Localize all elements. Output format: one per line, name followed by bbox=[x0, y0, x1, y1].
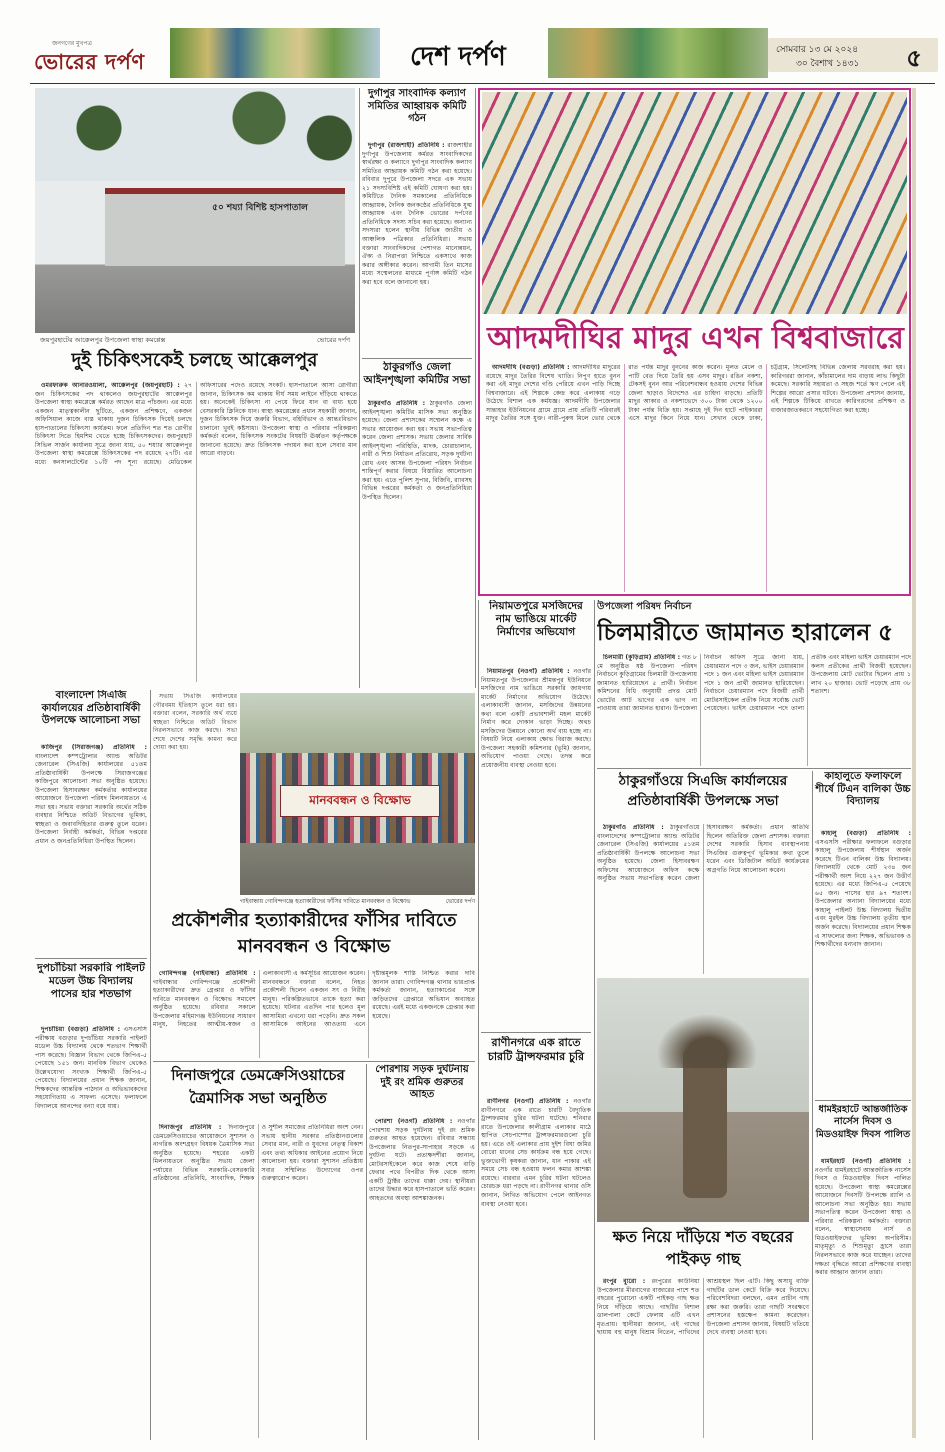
chilmari-headline: চিলমারীতে জামানত হারালেন ৫ bbox=[597, 620, 894, 646]
dinajpur-dateline: দিনাজপুর প্রতিনিধি : bbox=[159, 1124, 222, 1131]
tree-branches bbox=[637, 998, 777, 1068]
mat-headline: আদমদীঘির মাদুর এখন বিশ্ববাজারে bbox=[487, 321, 904, 356]
masthead-photo-strip-right bbox=[548, 28, 768, 78]
dhamoirhat-dateline: ধামইরহাট (নওগাঁ) প্রতিনিধি : bbox=[821, 1158, 911, 1165]
kahalu-body-text: এসএসসি পরীক্ষার ফলাফলে বগুড়ার কাহালু উপজেলায় শীর্ষস্থান অর্জন করেছে টিএন বালিকা উচ্চ বিদ্যালয়। বিদ্যালয়টি থেকে মোট ২৩৪ জন পরীক্ষার্থী অংশ নিয়ে ২২৭ জন উত্তীর্ণ হয়েছে। এর মধ্যে জিপিএ-৫ পেয়েছে ৬৫ জন। পাসের হার ৯৭ শতাংশ। উপজেলার অন্যান্য বিদ্যালয়ের মধ্যে কাহালু পাইলট উচ্চ বিদ্যালয় দ্বিতীয় এবং মুরইল উচ্চ বিদ্যালয় তৃতীয় স্থান অর্জন করেছে। বিদ্যালয়ের প্রধান শিক্ষক এ সাফল্যের জন্য শিক্ষক, অভিভাবক ও শিক্ষার্থীদের ধন্যবাদ জানান। bbox=[815, 838, 911, 949]
rally-body bbox=[153, 970, 475, 1058]
mat-body bbox=[486, 364, 905, 592]
tree-body-text: রংপুরের কাউনিয়া উপজেলার মীরবাগের বাজারের পাশে শত বছরের পুরোনো একটি পাইকড় গাছ ক্ষত নিয়ে দাঁড়িয়ে আছে। গাছটির বিশাল ডালপালা কেটে ফেলায় এটি এখন মৃতপ্রায়। স্থানীয়রা জানান, এই গাছের ছায়ায় বহু মানুষ বিশ্রাম নিতেন, পাখিদের আশ্রয়স্থল ছিল এটি। কিছু অসাধু ব্যক্তি গাছটির ডাল কেটে বিক্রি করে দিয়েছে। পরিবেশবিদরা বলছেন, এমন প্রাচীন গাছ রক্ষা করা জরুরি। তারা গাছটি সংরক্ষণে প্রশাসনের হস্তক্ষেপ কামনা করেছেন। উপজেলা প্রশাসন জানায়, বিষয়টি খতিয়ে দেখে ব্যবস্থা নেওয়া হবে। bbox=[597, 1278, 809, 1337]
hospital-photo-credit: ভোরের দর্পণ bbox=[317, 336, 350, 344]
rally-banner bbox=[280, 785, 440, 817]
tree-photo bbox=[597, 978, 809, 1222]
thakurgaon-law-headline: ঠাকুরগাঁও জেলা আইনশৃঙ্খলা কমিটির সভা bbox=[363, 361, 471, 387]
tree-body bbox=[597, 1278, 809, 1438]
mat-dateline: আদমদীঘি (বগুড়া) প্রতিনিধি : bbox=[492, 364, 570, 371]
thakurgaon-law-body bbox=[362, 400, 472, 688]
mat-body-text: আদমদীঘির মাদুরের রয়েছে মাদুর তৈরির বিশেষ খ্যাতি। নিপুণ হাতে বুনন করা এই মাদুর দেশের গণ্ডি পেরিয়ে এখন পাড়ি দিচ্ছে বিশ্ববাজারে। এই শিল্পকে কেন্দ্র করে এলাকায় গড়ে উঠেছে বিশাল এক কর্মযজ্ঞ। আদমদীঘি উপজেলার সান্তাহার ইউনিয়নের গ্রামে গ্রামে প্রায় প্রতিটি পরিবারই মাদুর তৈরির সঙ্গে যুক্ত। নারী-পুরুষ মিলে ভোর থেকে রাত পর্যন্ত মাদুর বুননের কাজ করেন। মূলত মেলে ও পাটি বেত দিয়ে তৈরি হয় এসব মাদুর। রঙিন নকশা, টেকসই বুনন আর পরিবেশবান্ধব হওয়ায় দেশের বিভিন্ন জেলা ছাড়াও বিদেশেও এর চাহিদা বাড়ছে। প্রতিটি মাদুর আকার ও নকশাভেদে ৩০০ টাকা থেকে ১২০০ টাকা পর্যন্ত বিক্রি হয়। সপ্তাহে দুই দিন হাটে পাইকাররা এসে মাদুর কিনে নিয়ে যান। সেখান থেকে ঢাকা, চট্টগ্রাম, সিলেটসহ বিভিন্ন জেলায় সরবরাহ করা হয়। কারিগররা জানান, কাঁচামালের দাম বাড়ায় লাভ কিছুটা কমেছে। সরকারি সহায়তা ও সহজ শর্তে ঋণ পেলে এই শিল্পের আরো প্রসার ঘটবে। উপজেলা প্রশাসন জানায়, এই শিল্পকে টিকিয়ে রাখতে কারিগরদের প্রশিক্ষণ ও বাজারজাতকরণে সহযোগিতা করা হচ্ছে। bbox=[486, 364, 905, 423]
date-line-1: সোমবার ১৩ মে ২০২৪ bbox=[776, 45, 859, 54]
hospital-headline: দুই চিকিৎসকেই চলছে আক্কেলপুর bbox=[71, 350, 318, 371]
srdi-continued: সভায় সিএজি কার্যালয়ের গৌরবময় ইতিহাস তুলে ধরা হয়। বক্তারা বলেন, সরকারি অর্থ ব্যয়ে স্বচ্ছতা নিশ্চিতে অডিট বিভাগ নিরলসভাবে কাজ করছে। সভা শেষে দেশের সমৃদ্ধি কামনা করে দোয়া করা হয়। bbox=[153, 693, 237, 752]
durgapur-headline: দুর্গাপুর সাংবাদিক কল্যাণ সমিতির আহ্বায়ক কমিটি গঠন bbox=[367, 88, 467, 124]
masthead-date-box bbox=[768, 38, 938, 72]
chilmari-dateline: চিলমারী (কুড়িগ্রাম) প্রতিনিধি : bbox=[603, 654, 681, 661]
mosque-body-text: নওগাঁর নিয়ামতপুর উপজেলার শ্রীমন্তপুর ইউনিয়নে মসজিদের নাম ভাঙিয়ে সরকারি জায়গায় মার্কেট নির্মাণের অভিযোগ উঠেছে। এলাকাবাসী জানান, মসজিদের উন্নয়নের কথা বলে একটি প্রভাবশালী মহল মার্কেট নির্মাণ করে দোকান ভাড়া দিচ্ছে। অথচ মসজিদের উন্নয়নে কোনো অর্থ ব্যয় হচ্ছে না। বিষয়টি নিয়ে এলাকায় ক্ষোভ বিরাজ করছে। উপজেলা সহকারী কমিশনার (ভূমি) জানান, অভিযোগ পাওয়া গেছে। তদন্ত করে প্রয়োজনীয় ব্যবস্থা নেওয়া হবে। bbox=[481, 668, 591, 770]
durgapur-body bbox=[362, 142, 472, 356]
dupchanchia-body-text: এসএসসি পরীক্ষায় বগুড়ার দুপচাঁচিয়া সরকারি পাইলট মডেল উচ্চ বিদ্যালয় থেকে শতভাগ শিক্ষার্থী পাস করেছে। বিজ্ঞান বিভাগ থেকে জিপিএ-৫ পেয়েছে ১৫১ জন। মানবিক বিভাগ থেকেও উল্লেখযোগ্য সংখ্যক শিক্ষার্থী জিপিএ-৫ পেয়েছে। বিদ্যালয়ের প্রধান শিক্ষক জানান, শিক্ষকদের আন্তরিক পাঠদান ও অভিভাবকদের সহযোগিতায় এ সাফল্য এসেছে। ফলাফলে বিদ্যালয়ে আনন্দের বন্যা বয়ে যায়। bbox=[35, 1026, 147, 1110]
chilmari-body bbox=[597, 654, 911, 766]
date-line-2: ৩০ বৈশাখ ১৪৩১ bbox=[796, 59, 860, 68]
rally-headline: প্রকৌশলীর হত্যাকারীদের ফাঁসির দাবিতে মানববন্ধন ও বিক্ষোভ bbox=[171, 910, 457, 958]
srdi-body bbox=[35, 744, 147, 956]
dhamoirhat-body bbox=[815, 1158, 911, 1438]
dinajpur-headline: দিনাজপুরে ডেমক্রেসিওয়াচের ত্রৈমাসিক সভা অনুষ্ঠিত bbox=[171, 1066, 345, 1107]
rally-body-text: গাইবান্ধার গোবিন্দগঞ্জে প্রকৌশলী হত্যাকারীদের দ্রুত গ্রেপ্তার ও ফাঁসির দাবিতে মানববন্ধন ও বিক্ষোভ সমাবেশ অনুষ্ঠিত হয়েছে। রবিবার সকালে উপজেলার মহিমাগঞ্জ ইউনিয়নের সাধারণ মানুষ, নিহতের আত্মীয়-স্বজন ও এলাকাবাসী এ কর্মসূচির আয়োজন করেন। মানববন্ধনে বক্তারা বলেন, নিহত প্রকৌশলী ছিলেন একজন সৎ ও নিরীহ মানুষ। পরিকল্পিতভাবে তাকে হত্যা করা হয়েছে। ঘটনার এতদিন পার হলেও মূল আসামিরা এখনো ধরা পড়েনি। দ্রুত সকল আসামিকে আইনের আওতায় এনে দৃষ্টান্তমূলক শাস্তি নিশ্চিত করার দাবি জানান তারা। গোবিন্দগঞ্জ থানার ভারপ্রাপ্ত কর্মকর্তা জানান, হত্যাকাণ্ডের সঙ্গে জড়িতদের গ্রেপ্তারে অভিযান অব্যাহত রয়েছে। এরই মধ্যে একজনকে গ্রেপ্তার করা হয়েছে। bbox=[153, 970, 475, 1029]
page-edge-tab bbox=[912, 88, 916, 1438]
col-rule-7 bbox=[812, 771, 813, 1440]
chilmari-kicker: উপজেলা পরিষদ নির্বাচন bbox=[597, 601, 692, 612]
thakurgaon-law-body-text: ঠাকুরগাঁও জেলা আইনশৃঙ্খলা কমিটির মাসিক সভা অনুষ্ঠিত হয়েছে। জেলা প্রশাসকের সম্মেলন কক্ষে এ সভার আয়োজন করা হয়। সভায় সভাপতিত্ব করেন জেলা প্রশাসক। সভায় জেলার সার্বিক আইনশৃঙ্খলা পরিস্থিতি, মাদক, চোরাচালান, নারী ও শিশু নির্যাতন প্রতিরোধ, সড়ক দুর্ঘটনা রোধ এবং আসন্ন উপজেলা পরিষদ নির্বাচন শান্তিপূর্ণ করার বিষয়ে বিস্তারিত আলোচনা করা হয়। এতে পুলিশ সুপার, বিজিবি, র‍্যাবসহ বিভিন্ন দপ্তরের কর্মকর্তা ও জনপ্রতিনিধিরা উপস্থিত ছিলেন। bbox=[362, 400, 472, 502]
masthead-photo-strip bbox=[170, 28, 380, 78]
srdi-headline: বাংলাদেশ সিএজি কার্যালয়ের প্রতিষ্ঠাবার্ষিকী উপলক্ষে আলোচনা সভা bbox=[41, 690, 141, 726]
dinajpur-body bbox=[153, 1124, 363, 1438]
kahalu-rule bbox=[815, 1100, 911, 1101]
col-rule-2 bbox=[475, 88, 476, 688]
chilmari-body-text: গত ৮ মে অনুষ্ঠিত ষষ্ঠ উপজেলা পরিষদ নির্বাচনে কুড়িগ্রামের চিলমারী উপজেলায় জামানত হারিয়েছেন ৫ প্রার্থী। নির্বাচন কমিশনের বিধি অনুযায়ী প্রদত্ত মোট ভোটের আট ভাগের এক ভাগ না পাওয়ায় তারা জামানত হারান। উপজেলা নির্বাচন অফিস সূত্রে জানা যায়, চেয়ারম্যান পদে ৩ জন, ভাইস চেয়ারম্যান পদে ১ জন এবং মহিলা ভাইস চেয়ারম্যান পদে ১ জন প্রার্থী জামানত হারিয়েছেন। নির্বাচনে চেয়ারম্যান পদে বিজয়ী প্রার্থী মোটরসাইকেল প্রতীক নিয়ে সর্বোচ্চ ভোট পেয়েছেন। ভাইস চেয়ারম্যান পদে তালা প্রতীক এবং মহিলা ভাইস চেয়ারম্যান পদে কলস প্রতীকের প্রার্থী বিজয়ী হয়েছেন। উপজেলায় মোট ভোটার ছিলেন প্রায় ১ লাখ ২০ হাজার। ভোট পড়েছে প্রায় ৩৮ শতাংশ। bbox=[597, 654, 911, 713]
porsha-headline: পোরশায় সড়ক দুর্ঘটনায় দুই রং শ্রমিক গুরুতর আহত bbox=[375, 1064, 469, 1100]
tree-trunk bbox=[683, 1048, 727, 1198]
tree-headline: ক্ষত নিয়ে দাঁড়িয়ে শত বছরের পাইকড় গাছ bbox=[612, 1228, 794, 1269]
hospital-body-text: ২৭ জন চিকিৎসকের পদ থাকলেও জয়পুরহাটের আক্কেলপুর উপজেলা স্বাস্থ্য কমপ্লেক্সে কর্মরত আছেন মাত্র পাঁচজন। এর মধ্যে একজন মাতৃত্বকালীন ছুটিতে, একজন প্রশিক্ষণে, একজন অফিসিয়াল কাজে ব্যস্ত থাকায় দুজন চিকিৎসক দিয়েই চলছে হাসপাতালের চিকিৎসা কার্যক্রম। ফলে প্রতিদিন শত শত রোগীর চিকিৎসা দিতে হিমশিম খেতে হচ্ছে চিকিৎসকদের। জয়পুরহাট সিভিল সার্জন কার্যালয় সূত্রে জানা যায়, ৫০ শয্যার আক্কেলপুর উপজেলা স্বাস্থ্য কমপ্লেক্সে চিকিৎসকের পদ রয়েছে ২৭টি। এর মধ্যে কনসালটেন্টের ১০টি পদ শূন্য রয়েছে। মেডিকেল অফিসারের পদেও রয়েছে সংকট। হাসপাতালে আসা রোগীরা জানান, চিকিৎসক কম থাকায় দীর্ঘ সময় লাইনে দাঁড়িয়ে থাকতে হয়। অনেকেই চিকিৎসা না পেয়ে ফিরে যান বা বাধ্য হয়ে বেসরকারি ক্লিনিকে যান। স্বাস্থ্য কমপ্লেক্সের প্রধান সহকারী জানান, দুজন চিকিৎসক দিয়ে জরুরি বিভাগ, বহির্বিভাগ ও আন্তঃবিভাগ চালানো খুবই কষ্টসাধ্য। উপজেলা স্বাস্থ্য ও পরিবার পরিকল্পনা কর্মকর্তা বলেন, চিকিৎসক সংকটের বিষয়টি ঊর্ধ্বতন কর্তৃপক্ষকে জানানো হয়েছে। দ্রুত চিকিৎসক পদায়ন করা হলে সেবার মান আরো বাড়বে। bbox=[35, 382, 357, 466]
dinajpur-body-text: দিনাজপুরে ডেমক্রেসিওয়াচের আয়োজনে সুশাসন ও নাগরিক অংশগ্রহণ বিষয়ক ত্রৈমাসিক সভা অনুষ্ঠিত হয়েছে। শহরের একটি মিলনায়তনে অনুষ্ঠিত সভায় জেলা পর্যায়ের বিভিন্ন সরকারি-বেসরকারি প্রতিষ্ঠানের প্রতিনিধি, সাংবাদিক, শিক্ষক ও সুশীল সমাজের প্রতিনিধিরা অংশ নেন। সভায় স্থানীয় সরকার প্রতিষ্ঠানগুলোর সেবার মান, নারী ও যুবদের নেতৃত্ব বিকাশ এবং তথ্য অধিকার আইনের প্রয়োগ নিয়ে আলোচনা হয়। বক্তারা সুশাসন প্রতিষ্ঠায় সবার সম্মিলিত উদ্যোগের ওপর গুরুত্বারোপ করেন। bbox=[153, 1124, 363, 1183]
raninagar-dateline: রাণীনগর (নওগাঁ) প্রতিনিধি : bbox=[487, 1098, 569, 1105]
thakurgaon-cag-body bbox=[597, 824, 809, 974]
thakurgaon-cag-headline: ঠাকুরগাঁওয়ে সিএজি কার্যালয়ের প্রতিষ্ঠাবার্ষিকী উপলক্ষে সভা bbox=[618, 773, 788, 810]
masthead-logo: ভোরের দর্পণ bbox=[34, 50, 145, 74]
rally-photo-caption: গাইবান্ধায় গোবিন্দগঞ্জে হত্যাকারীদের ফাঁসির দাবিতে মানববন্ধন ও বিক্ষোভ bbox=[240, 899, 411, 905]
dhamoirhat-body-text: নওগাঁর ধামইরহাটে আন্তর্জাতিক নার্সেস দিবস ও মিডওয়াইফ দিবস পালিত হয়েছে। উপজেলা স্বাস্থ্য কমপ্লেক্সের আয়োজনে দিবসটি উপলক্ষে র‍্যালি ও আলোচনা সভা অনুষ্ঠিত হয়। সভায় সভাপতিত্ব করেন উপজেলা স্বাস্থ্য ও পরিবার পরিকল্পনা কর্মকর্তা। বক্তারা বলেন, স্বাস্থ্যসেবায় নার্স ও মিডওয়াইফদের ভূমিকা অপরিসীম। মাতৃমৃত্যু ও শিশুমৃত্যু হ্রাসে তারা নিরলসভাবে কাজ করে যাচ্ছেন। তাদের দক্ষতা বৃদ্ধিতে আরো প্রশিক্ষণের ব্যবস্থা করার আহ্বান জানান তারা। bbox=[815, 1166, 911, 1277]
porsha-body bbox=[369, 1118, 475, 1438]
srdi-rule bbox=[35, 958, 147, 959]
col-rule-4 bbox=[366, 1064, 367, 1440]
page-number: ৫ bbox=[906, 44, 922, 70]
rally-rule bbox=[153, 1061, 475, 1062]
dupchanchia-dateline: দুপচাঁচিয়া (বগুড়া) প্রতিনিধি : bbox=[41, 1026, 121, 1033]
dupchanchia-headline: দুপচাঁচিয়া সরকারি পাইলট মডেল উচ্চ বিদ্যালয় পাসের হার শতভাগ bbox=[37, 962, 145, 1001]
col-rule-3 bbox=[150, 690, 151, 1440]
dupchanchia-body bbox=[35, 1026, 147, 1436]
srdi-dateline: কাজিপুর (সিরাজগঞ্জ) প্রতিনিধি : bbox=[41, 744, 147, 751]
durgapur-dateline: দুর্গাপুর (রাজশাহী) প্রতিনিধি : bbox=[368, 142, 445, 149]
rally-dateline: গোবিন্দগঞ্জ (গাইবান্ধা) প্রতিনিধি : bbox=[159, 970, 256, 977]
srdi-body-text: বাংলাদেশ কম্পট্রোলার অ্যান্ড অডিটর জেনারেল (সিএজি) কার্যালয়ের ৫১তম প্রতিষ্ঠাবার্ষিকী উপলক্ষে সিরাজগঞ্জের কাজিপুরে আলোচনা সভা অনুষ্ঠিত হয়েছে। উপজেলা হিসাবরক্ষণ কর্মকর্তার কার্যালয়ের আয়োজনে উপজেলা পরিষদ মিলনায়তনে এ সভা হয়। সভায় বক্তারা সরকারি অর্থের সঠিক ব্যবহার নিশ্চিতে অডিট বিভাগের ভূমিকা, স্বচ্ছতা ও জবাবদিহিতার গুরুত্ব তুলে ধরেন। উপজেলা নির্বাহী কর্মকর্তা, বিভিন্ন দপ্তরের প্রধান ও জনপ্রতিনিধিরা উপস্থিত ছিলেন। bbox=[35, 752, 147, 846]
raninagar-body bbox=[481, 1098, 591, 1438]
col-rule-5 bbox=[478, 600, 479, 1440]
mat-photo bbox=[482, 92, 907, 314]
tree-dateline: রংপুর ব্যুরো : bbox=[603, 1278, 646, 1285]
hospital-photo bbox=[35, 88, 355, 333]
hospital-photo-caption: জয়পুরহাটের আক্কেলপুর উপজেলা স্বাস্থ্য কমপ্লেক্স bbox=[40, 336, 166, 344]
thakurgaon-cag-body-text: ঠাকুরগাঁওয়ে বাংলাদেশের কম্পট্রোলার অ্যান্ড অডিটর জেনারেল (সিএজি) কার্যালয়ের ৫১তম প্রতিষ্ঠাবার্ষিকী উপলক্ষে আলোচনা সভা অনুষ্ঠিত হয়েছে। জেলা হিসাবরক্ষণ অফিসের আয়োজনে অফিস কক্ষে অনুষ্ঠিত সভায় সভাপতিত্ব করেন জেলা হিসাবরক্ষণ কর্মকর্তা। প্রধান অতিথি ছিলেন অতিরিক্ত জেলা প্রশাসক। বক্তারা দেশের সরকারি হিসাব ব্যবস্থাপনায় সিএজির গুরুত্বপূর্ণ ভূমিকার কথা তুলে ধরেন এবং ডিজিটাল অডিট কার্যক্রমের অগ্রগতি নিয়ে আলোচনা করেন। bbox=[597, 824, 809, 883]
raninagar-headline: রাণীনগরে এক রাতে চারটি ট্রান্সফরমার চুরি bbox=[487, 1036, 585, 1064]
mosque-rule bbox=[481, 1032, 591, 1033]
rally-photo bbox=[240, 693, 475, 895]
thakurgaon-law-dateline: ঠাকুরগাঁও প্রতিনিধি : bbox=[368, 400, 426, 407]
dhamoirhat-headline: ধামইরহাটে আন্তর্জাতিক নার্সেস দিবস ও মিডওয়াইফ দিবস পালিত bbox=[815, 1104, 911, 1140]
durgapur-rule bbox=[362, 358, 472, 359]
rally-banner-text: মানববন্ধন ও বিক্ষোভ bbox=[309, 793, 411, 807]
chilmari-rule bbox=[597, 768, 911, 769]
hospital-body bbox=[35, 382, 357, 682]
durgapur-body-text: রাজশাহীর দুর্গাপুর উপজেলায় কর্মরত সাংবাদিকদের স্বার্থরক্ষা ও কল্যাণে দুর্গাপুর সাংবাদিক কল্যাণ সমিতির আহ্বায়ক কমিটি গঠন করা হয়েছে। রবিবার দুপুরে উপজেলা সদরে এক সভায় ২১ সদস্যবিশিষ্ট এই কমিটি ঘোষণা করা হয়। কমিটিতে দৈনিক সমকালের প্রতিনিধিকে আহ্বায়ক, দৈনিক জনকণ্ঠের প্রতিনিধিকে যুগ্ম আহ্বায়ক এবং দৈনিক ভোরের দর্পণের প্রতিনিধিকে সদস্য সচিব করা হয়েছে। অন্যান্য সদস্যরা হলেন স্থানীয় বিভিন্ন জাতীয় ও আঞ্চলিক পত্রিকার প্রতিনিধিরা। সভায় বক্তারা সাংবাদিকদের পেশাগত মানোন্নয়ন, ঐক্য ও নিরাপত্তা নিশ্চিতে একসাথে কাজ করার অঙ্গীকার করেন। আগামী তিন মাসের মধ্যে সম্মেলনের মাধ্যমে পূর্ণাঙ্গ কমিটি গঠন করা হবে বলে জানানো হয়। bbox=[362, 142, 472, 286]
rally-photo-credit: ভোরের দর্পণ bbox=[445, 899, 475, 905]
thakurgaon-cag-dateline: ঠাকুরগাঁও প্রতিনিধি : bbox=[603, 824, 664, 831]
masthead-section: দেশ দর্পণ bbox=[410, 42, 506, 70]
masthead-tagline: জনগণের মুখপত্র bbox=[52, 40, 92, 47]
mosque-body bbox=[481, 668, 591, 1030]
hospital-dateline: ওমরফারুক আনারওয়ালা, আক্কেলপুর (জয়পুরহাট) : bbox=[41, 382, 180, 389]
kahalu-dateline: কাহালু (বগুড়া) প্রতিনিধি : bbox=[821, 830, 911, 837]
col-rule-6 bbox=[594, 600, 595, 1440]
mosque-headline: নিয়ামতপুরে মসজিদের নাম ভাঙিয়ে মার্কেট নির্মাণের অভিযোগ bbox=[489, 600, 583, 639]
raninagar-body-text: নওগাঁর রাণীনগরে এক রাতে চারটি বৈদ্যুতিক ট্রান্সফরমার চুরির ঘটনা ঘটেছে। শনিবার রাতে উপজেলার কালীগ্রাম এলাকার মাঠে স্থাপিত সেচপাম্পের ট্রান্সফরমারগুলো চুরি হয়। এতে ওই এলাকার প্রায় দুইশ বিঘা জমির বোরো ধানের সেচ কার্যক্রম বন্ধ হয়ে গেছে। ভুক্তভোগী কৃষকরা জানান, ধান পাকার এই সময়ে সেচ বন্ধ হওয়ায় ফলন কমার আশঙ্কা রয়েছে। বারবার এমন চুরির ঘটনা ঘটলেও চোরচক্র ধরা পড়ছে না। রাণীনগর থানার ওসি জানান, লিখিত অভিযোগ পেলে আইনগত ব্যবস্থা নেওয়া হবে। bbox=[481, 1098, 591, 1208]
masthead-rule bbox=[30, 83, 935, 84]
hospital-sign: ৫০ শয্যা বিশিষ্ট হাসপাতাল bbox=[212, 203, 308, 213]
mosque-dateline: নিয়ামতপুর (নওগাঁ) প্রতিনিধি : bbox=[487, 668, 570, 675]
tree-shapes bbox=[35, 88, 355, 188]
kahalu-body bbox=[815, 830, 911, 1098]
col-rule-1 bbox=[359, 88, 360, 688]
porsha-body-text: নওগাঁর পোরশায় সড়ক দুর্ঘটনায় দুই রং শ্রমিক গুরুতর আহত হয়েছেন। রবিবার সন্ধ্যায় উপজেলার নিতপুর-সাপাহার সড়কে এ দুর্ঘটনা ঘটে। প্রত্যক্ষদর্শীরা জানান, মোটরসাইকেলে করে কাজ শেষে বাড়ি ফেরার পথে বিপরীত দিক থেকে আসা একটি ট্রাক্টর তাদের ধাক্কা দেয়। স্থানীয়রা তাদের উদ্ধার করে হাসপাতালে ভর্তি করেন। আহতদের অবস্থা আশঙ্কাজনক। bbox=[369, 1118, 475, 1202]
porsha-dateline: পোরশা (নওগাঁ) প্রতিনিধি : bbox=[375, 1118, 453, 1125]
kahalu-headline: কাহালুতে ফলাফলে শীর্ষে টিএন বালিকা উচ্চ বিদ্যালয় bbox=[815, 771, 911, 807]
mat-article-box bbox=[478, 88, 911, 596]
masthead bbox=[0, 28, 945, 82]
